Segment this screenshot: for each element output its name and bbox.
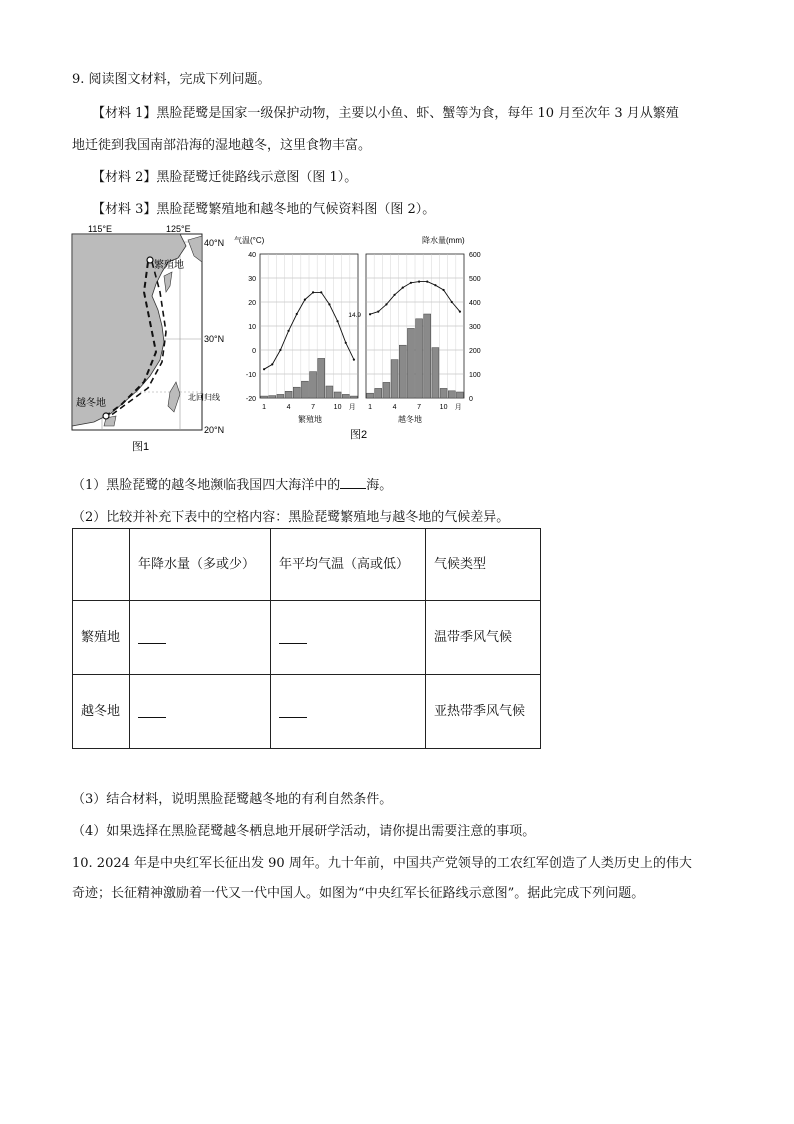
temperature-point bbox=[410, 282, 412, 284]
lat-30-label: 30°N bbox=[204, 334, 225, 344]
temperature-point bbox=[353, 359, 355, 361]
temperature-point bbox=[296, 313, 298, 315]
wintering-site-marker bbox=[103, 413, 109, 419]
breeding-climate-type: 温带季风气候 bbox=[426, 601, 541, 675]
climate-charts bbox=[226, 232, 481, 442]
month-tick-label: 7 bbox=[311, 404, 316, 411]
lon-125-label: 125°E bbox=[166, 224, 191, 234]
row-label-wintering: 越冬地 bbox=[73, 675, 130, 749]
month-tick-label: 1 bbox=[262, 404, 267, 411]
sub-question-1-text: （1）黑脸琵鹭的越冬地濒临我国四大海洋中的 bbox=[72, 478, 341, 493]
temperature-point bbox=[336, 320, 338, 322]
temperature-point bbox=[426, 281, 428, 283]
precip-tick-label: 600 bbox=[469, 252, 481, 259]
header-climate-type: 气候类型 bbox=[426, 529, 541, 601]
precip-tick-label: 0 bbox=[469, 396, 473, 403]
temperature-point bbox=[451, 301, 453, 303]
temperature-point bbox=[442, 289, 444, 291]
answer-blank[interactable] bbox=[138, 631, 166, 644]
precip-tick-label: 400 bbox=[469, 300, 481, 307]
precip-bar bbox=[342, 394, 349, 398]
precip-bar bbox=[440, 388, 447, 398]
precip-bar bbox=[416, 319, 423, 398]
precip-bar bbox=[456, 392, 463, 398]
precip-bar bbox=[269, 396, 276, 398]
wintering-precip-cell[interactable] bbox=[130, 675, 271, 749]
lat-20-label: 20°N bbox=[204, 425, 225, 435]
temp-axis-title: 气温(°C) bbox=[234, 236, 265, 245]
precip-bar bbox=[310, 372, 317, 398]
temperature-point bbox=[304, 299, 306, 301]
breeding-site-label: 繁殖地 bbox=[154, 260, 184, 271]
wintering-temp-cell[interactable] bbox=[271, 675, 426, 749]
precip-bar bbox=[367, 393, 374, 398]
figure-2-caption: 图2 bbox=[350, 429, 368, 441]
precip-bar bbox=[391, 360, 398, 398]
q10-line2: 奇迹；长征精神激励着一代又一代中国人。如图为“中央红军长征路线示意图”。据此完成下列问题。 bbox=[72, 886, 645, 901]
precip-bar bbox=[375, 388, 382, 398]
breeding-site-marker bbox=[147, 257, 153, 263]
precip-tick-label: 500 bbox=[469, 276, 481, 283]
precip-bar bbox=[424, 314, 431, 398]
lat-40-label: 40°N bbox=[204, 238, 225, 248]
tropic-label: 北回归线 bbox=[188, 393, 220, 402]
material-1-line2: 地迁徙到我国南部沿海的湿地越冬，这里食物丰富。 bbox=[72, 138, 372, 153]
temperature-point bbox=[377, 311, 379, 313]
lon-115-label: 115°E bbox=[88, 224, 112, 234]
sub-question-1-suffix: 海。 bbox=[366, 478, 393, 493]
temp-tick-label: 40 bbox=[248, 252, 256, 259]
answer-blank[interactable] bbox=[138, 705, 166, 718]
precip-bar bbox=[261, 396, 268, 398]
temperature-point bbox=[393, 294, 395, 296]
precip-bar bbox=[334, 392, 341, 398]
breeding-chart-caption: 繁殖地 bbox=[298, 415, 322, 424]
month-unit-label: 月 bbox=[454, 404, 462, 411]
temperature-point bbox=[263, 368, 265, 370]
precip-tick-label: 100 bbox=[469, 372, 481, 379]
temperature-point bbox=[271, 363, 273, 365]
january-temp-annotation: 14.9 bbox=[348, 312, 361, 320]
answer-blank[interactable] bbox=[279, 705, 307, 718]
sub-question-1 bbox=[72, 474, 392, 493]
breeding-precip-cell[interactable] bbox=[130, 601, 271, 675]
figure-1-caption: 图1 bbox=[132, 441, 150, 453]
temperature-point bbox=[434, 284, 436, 286]
temp-tick-label: 30 bbox=[248, 276, 256, 283]
row-label-breeding: 繁殖地 bbox=[73, 601, 130, 675]
wintering-chart-caption: 越冬地 bbox=[398, 415, 422, 424]
precip-bar bbox=[407, 328, 414, 398]
temperature-point bbox=[312, 291, 314, 293]
precip-bar bbox=[326, 386, 333, 398]
header-precipitation: 年降水量（多或少） bbox=[130, 529, 271, 601]
precip-bar bbox=[285, 391, 292, 398]
sub-question-2: （2）比较并补充下表中的空格内容：黑脸琵鹭繁殖地与越冬地的气候差异。 bbox=[72, 510, 510, 525]
answer-blank-sea[interactable] bbox=[340, 476, 366, 489]
precip-bar bbox=[293, 387, 300, 398]
precip-axis-title: 降水量(mm) bbox=[422, 236, 465, 245]
temperature-point bbox=[369, 313, 371, 315]
answer-blank[interactable] bbox=[279, 631, 307, 644]
precip-bar bbox=[301, 381, 308, 398]
material-1-line1: 【材料 1】黑脸琵鹭是国家一级保护动物，主要以小鱼、虾、蟹等为食，每年 10 月至次年 3 月从繁殖 bbox=[92, 106, 679, 121]
month-tick-label: 4 bbox=[392, 404, 397, 411]
temp-tick-label: 10 bbox=[248, 324, 256, 331]
temperature-point bbox=[328, 303, 330, 305]
precip-bar bbox=[318, 358, 325, 398]
temp-tick-label: 0 bbox=[252, 348, 256, 355]
temperature-point bbox=[320, 291, 322, 293]
material-2: 【材料 2】黑脸琵鹭迁徙路线示意图（图 1）。 bbox=[92, 170, 358, 185]
precip-bar bbox=[432, 348, 439, 398]
climate-comparison-table bbox=[72, 528, 541, 749]
precip-bar bbox=[448, 391, 455, 398]
month-tick-label: 10 bbox=[333, 404, 342, 411]
month-tick-label: 10 bbox=[439, 404, 448, 411]
precip-bar bbox=[350, 396, 357, 398]
table-corner-cell bbox=[73, 529, 130, 601]
temperature-point bbox=[287, 330, 289, 332]
temperature-point bbox=[385, 303, 387, 305]
temperature-point bbox=[418, 281, 420, 283]
temperature-point bbox=[459, 311, 461, 313]
month-tick-label: 4 bbox=[286, 404, 291, 411]
temperature-point bbox=[345, 342, 347, 344]
precip-bar bbox=[277, 394, 284, 398]
temp-tick-label: 20 bbox=[248, 300, 256, 307]
q10-line1: 10. 2024 年是中央红军长征出发 90 周年。九十年前，中国共产党领导的工农红军创造了人类历史上的伟大 bbox=[72, 856, 692, 871]
precip-bar bbox=[399, 345, 406, 398]
temperature-point bbox=[279, 349, 281, 351]
precip-tick-label: 300 bbox=[469, 324, 481, 331]
temp-tick-label: -10 bbox=[245, 372, 256, 379]
precip-bar bbox=[383, 382, 390, 398]
month-unit-label: 月 bbox=[348, 404, 356, 411]
q9-intro: 9. 阅读图文材料，完成下列问题。 bbox=[72, 72, 271, 87]
precip-tick-label: 200 bbox=[469, 348, 481, 355]
month-tick-label: 7 bbox=[417, 404, 422, 411]
wintering-site-label: 越冬地 bbox=[76, 398, 106, 409]
migration-map bbox=[70, 222, 240, 458]
month-tick-label: 1 bbox=[368, 404, 373, 411]
sub-question-3: （3）结合材料，说明黑脸琵鹭越冬地的有利自然条件。 bbox=[72, 792, 393, 807]
header-temperature: 年平均气温（高或低） bbox=[271, 529, 426, 601]
sub-question-4: （4）如果选择在黑脸琵鹭越冬栖息地开展研学活动，请你提出需要注意的事项。 bbox=[72, 824, 536, 839]
breeding-temp-cell[interactable] bbox=[271, 601, 426, 675]
temperature-point bbox=[402, 287, 404, 289]
temp-tick-label: -20 bbox=[245, 396, 256, 403]
wintering-climate-type: 亚热带季风气候 bbox=[426, 675, 541, 749]
material-3: 【材料 3】黑脸琵鹭繁殖地和越冬地的气候资料图（图 2）。 bbox=[92, 202, 436, 217]
